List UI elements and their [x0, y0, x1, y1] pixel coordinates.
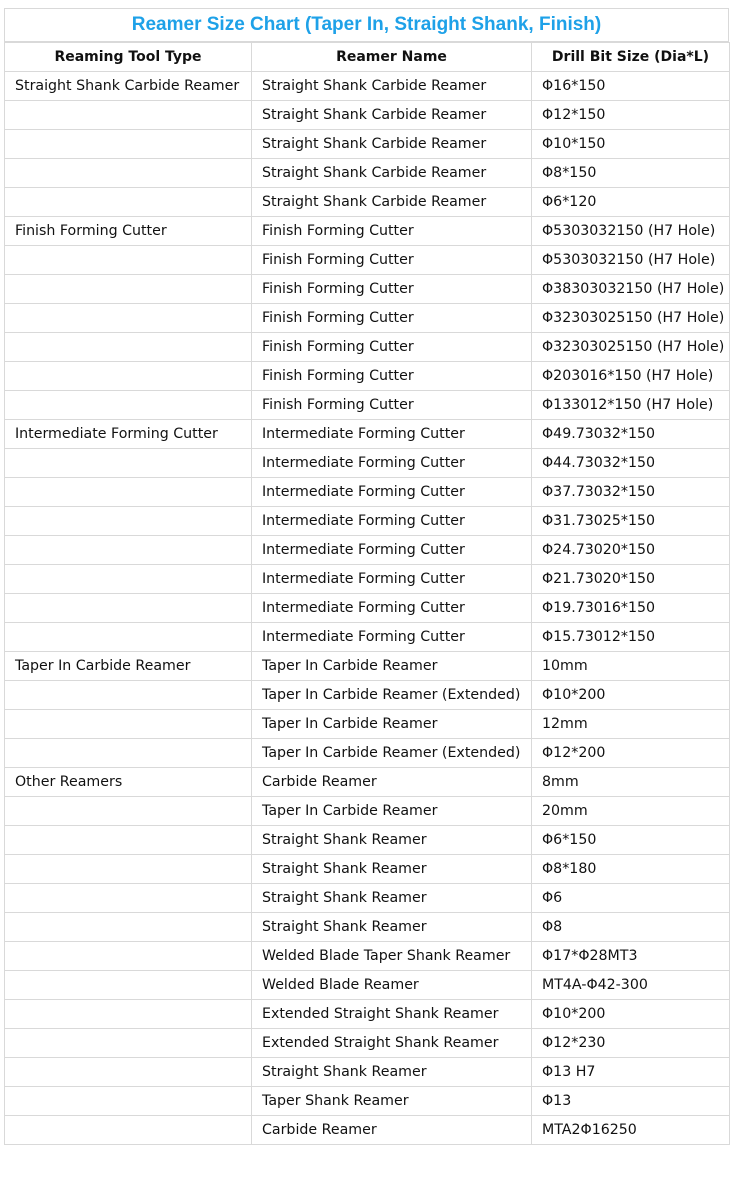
cell-tool-type[interactable]: [5, 565, 252, 594]
table-row: [5, 391, 730, 420]
cell-reamer-name[interactable]: Taper In Carbide Reamer: [252, 797, 532, 826]
cell-tool-type[interactable]: [5, 275, 252, 304]
cell-reamer-name[interactable]: Taper In Carbide Reamer (Extended): [252, 681, 532, 710]
cell-reamer-name[interactable]: Straight Shank Reamer: [252, 826, 532, 855]
cell-reamer-name[interactable]: Finish Forming Cutter: [252, 304, 532, 333]
header-reamer-name[interactable]: Reamer Name: [252, 43, 532, 72]
table-row: [5, 1116, 730, 1145]
header-tool-type[interactable]: Reaming Tool Type: [5, 43, 252, 72]
table-row: [5, 101, 730, 130]
table-row: [5, 420, 730, 449]
cell-drill-bit-size[interactable]: Φ32303025150 (H7 Hole): [532, 333, 730, 362]
cell-drill-bit-size[interactable]: Φ10*200: [532, 681, 730, 710]
cell-drill-bit-size[interactable]: Φ5303032150 (H7 Hole): [532, 217, 730, 246]
cell-tool-type[interactable]: [5, 391, 252, 420]
cell-drill-bit-size[interactable]: Φ8: [532, 913, 730, 942]
cell-tool-type[interactable]: [5, 681, 252, 710]
cell-tool-type[interactable]: [5, 478, 252, 507]
table-row: [5, 826, 730, 855]
cell-reamer-name[interactable]: Welded Blade Reamer: [252, 971, 532, 1000]
cell-reamer-name[interactable]: Intermediate Forming Cutter: [252, 449, 532, 478]
cell-tool-type[interactable]: Intermediate Forming Cutter: [5, 420, 252, 449]
cell-tool-type[interactable]: [5, 1116, 252, 1145]
cell-tool-type[interactable]: [5, 855, 252, 884]
cell-tool-type[interactable]: [5, 623, 252, 652]
table-row: [5, 971, 730, 1000]
cell-tool-type[interactable]: [5, 1058, 252, 1087]
cell-drill-bit-size[interactable]: Φ19.73016*150: [532, 594, 730, 623]
table-row: [5, 855, 730, 884]
cell-drill-bit-size[interactable]: Φ21.73020*150: [532, 565, 730, 594]
cell-reamer-name[interactable]: Intermediate Forming Cutter: [252, 507, 532, 536]
cell-drill-bit-size[interactable]: 8mm: [532, 768, 730, 797]
cell-reamer-name[interactable]: Carbide Reamer: [252, 768, 532, 797]
cell-tool-type[interactable]: [5, 188, 252, 217]
cell-reamer-name[interactable]: Carbide Reamer: [252, 1116, 532, 1145]
cell-tool-type[interactable]: [5, 1087, 252, 1116]
cell-drill-bit-size[interactable]: Φ12*230: [532, 1029, 730, 1058]
cell-drill-bit-size[interactable]: Φ31.73025*150: [532, 507, 730, 536]
cell-drill-bit-size[interactable]: Φ17*Φ28MT3: [532, 942, 730, 971]
cell-drill-bit-size[interactable]: Φ6*150: [532, 826, 730, 855]
cell-reamer-name[interactable]: Straight Shank Reamer: [252, 1058, 532, 1087]
cell-drill-bit-size[interactable]: Φ38303032150 (H7 Hole): [532, 275, 730, 304]
chart-title[interactable]: Reamer Size Chart (Taper In, Straight Shank, Finish): [4, 8, 729, 42]
cell-drill-bit-size[interactable]: Φ44.73032*150: [532, 449, 730, 478]
table-row: [5, 246, 730, 275]
cell-drill-bit-size[interactable]: Φ32303025150 (H7 Hole): [532, 304, 730, 333]
cell-reamer-name[interactable]: Straight Shank Carbide Reamer: [252, 130, 532, 159]
cell-drill-bit-size[interactable]: 10mm: [532, 652, 730, 681]
table-row: [5, 884, 730, 913]
cell-reamer-name[interactable]: Extended Straight Shank Reamer: [252, 1000, 532, 1029]
table-row: [5, 159, 730, 188]
cell-drill-bit-size[interactable]: Φ6: [532, 884, 730, 913]
cell-drill-bit-size[interactable]: Φ10*150: [532, 130, 730, 159]
cell-reamer-name[interactable]: Straight Shank Carbide Reamer: [252, 72, 532, 101]
table-row: [5, 536, 730, 565]
table-row: [5, 768, 730, 797]
cell-reamer-name[interactable]: Intermediate Forming Cutter: [252, 478, 532, 507]
cell-drill-bit-size[interactable]: Φ24.73020*150: [532, 536, 730, 565]
table-row: [5, 72, 730, 101]
cell-tool-type[interactable]: [5, 159, 252, 188]
table-row: [5, 507, 730, 536]
cell-drill-bit-size[interactable]: Φ12*200: [532, 739, 730, 768]
cell-tool-type[interactable]: [5, 101, 252, 130]
cell-tool-type[interactable]: [5, 594, 252, 623]
cell-reamer-name[interactable]: Straight Shank Carbide Reamer: [252, 101, 532, 130]
cell-tool-type[interactable]: [5, 971, 252, 1000]
table-row: [5, 681, 730, 710]
cell-drill-bit-size[interactable]: Φ6*120: [532, 188, 730, 217]
cell-tool-type[interactable]: [5, 739, 252, 768]
cell-reamer-name[interactable]: Taper In Carbide Reamer: [252, 652, 532, 681]
cell-tool-type[interactable]: [5, 797, 252, 826]
cell-drill-bit-size[interactable]: Φ12*150: [532, 101, 730, 130]
cell-reamer-name[interactable]: Straight Shank Reamer: [252, 913, 532, 942]
cell-reamer-name[interactable]: Extended Straight Shank Reamer: [252, 1029, 532, 1058]
cell-reamer-name[interactable]: Straight Shank Reamer: [252, 884, 532, 913]
cell-reamer-name[interactable]: Finish Forming Cutter: [252, 333, 532, 362]
cell-drill-bit-size[interactable]: Φ5303032150 (H7 Hole): [532, 246, 730, 275]
table-row: [5, 188, 730, 217]
table-row: [5, 1000, 730, 1029]
table-row: [5, 275, 730, 304]
table-row: [5, 565, 730, 594]
cell-tool-type[interactable]: [5, 710, 252, 739]
cell-tool-type[interactable]: [5, 942, 252, 971]
cell-tool-type[interactable]: [5, 449, 252, 478]
cell-tool-type[interactable]: [5, 913, 252, 942]
table-row: [5, 1029, 730, 1058]
cell-tool-type[interactable]: [5, 884, 252, 913]
cell-drill-bit-size[interactable]: Φ10*200: [532, 1000, 730, 1029]
cell-reamer-name[interactable]: Taper In Carbide Reamer (Extended): [252, 739, 532, 768]
cell-reamer-name[interactable]: Straight Shank Carbide Reamer: [252, 159, 532, 188]
cell-reamer-name[interactable]: Intermediate Forming Cutter: [252, 420, 532, 449]
reamer-size-table: [4, 42, 730, 1145]
table-row: [5, 913, 730, 942]
table-row: [5, 478, 730, 507]
cell-drill-bit-size[interactable]: Φ13 H7: [532, 1058, 730, 1087]
cell-reamer-name[interactable]: Intermediate Forming Cutter: [252, 565, 532, 594]
cell-reamer-name[interactable]: Welded Blade Taper Shank Reamer: [252, 942, 532, 971]
table-row: [5, 797, 730, 826]
table-row: [5, 217, 730, 246]
cell-drill-bit-size[interactable]: Φ8*180: [532, 855, 730, 884]
cell-drill-bit-size[interactable]: Φ37.73032*150: [532, 478, 730, 507]
cell-tool-type[interactable]: [5, 246, 252, 275]
cell-tool-type[interactable]: [5, 1029, 252, 1058]
header-drill-bit-size[interactable]: Drill Bit Size (Dia*L): [532, 43, 730, 72]
cell-reamer-name[interactable]: Finish Forming Cutter: [252, 275, 532, 304]
cell-drill-bit-size[interactable]: MT4A-Φ42-300: [532, 971, 730, 1000]
cell-reamer-name[interactable]: Intermediate Forming Cutter: [252, 623, 532, 652]
table-row: [5, 623, 730, 652]
cell-tool-type[interactable]: [5, 1000, 252, 1029]
cell-reamer-name[interactable]: Taper In Carbide Reamer: [252, 710, 532, 739]
table-row: [5, 130, 730, 159]
cell-tool-type[interactable]: [5, 304, 252, 333]
cell-reamer-name[interactable]: Finish Forming Cutter: [252, 391, 532, 420]
table-body: [5, 72, 730, 1145]
cell-reamer-name[interactable]: Intermediate Forming Cutter: [252, 594, 532, 623]
cell-tool-type[interactable]: [5, 333, 252, 362]
cell-reamer-name[interactable]: Finish Forming Cutter: [252, 246, 532, 275]
table-row: [5, 739, 730, 768]
cell-drill-bit-size[interactable]: 20mm: [532, 797, 730, 826]
cell-tool-type[interactable]: [5, 507, 252, 536]
cell-reamer-name[interactable]: Straight Shank Carbide Reamer: [252, 188, 532, 217]
cell-tool-type[interactable]: Other Reamers: [5, 768, 252, 797]
table-row: [5, 942, 730, 971]
cell-drill-bit-size[interactable]: Φ49.73032*150: [532, 420, 730, 449]
spreadsheet: [4, 8, 729, 1145]
cell-tool-type[interactable]: Straight Shank Carbide Reamer: [5, 72, 252, 101]
table-row: [5, 594, 730, 623]
cell-tool-type[interactable]: Finish Forming Cutter: [5, 217, 252, 246]
cell-reamer-name[interactable]: Finish Forming Cutter: [252, 362, 532, 391]
table-row: [5, 304, 730, 333]
cell-reamer-name[interactable]: Intermediate Forming Cutter: [252, 536, 532, 565]
table-row: [5, 1087, 730, 1116]
cell-drill-bit-size[interactable]: Φ203016*150 (H7 Hole): [532, 362, 730, 391]
cell-drill-bit-size[interactable]: Φ133012*150 (H7 Hole): [532, 391, 730, 420]
cell-drill-bit-size[interactable]: MTA2Φ16250: [532, 1116, 730, 1145]
header-row: [5, 43, 730, 72]
cell-drill-bit-size[interactable]: Φ16*150: [532, 72, 730, 101]
cell-reamer-name[interactable]: Taper Shank Reamer: [252, 1087, 532, 1116]
cell-reamer-name[interactable]: Straight Shank Reamer: [252, 855, 532, 884]
cell-tool-type[interactable]: Taper In Carbide Reamer: [5, 652, 252, 681]
cell-drill-bit-size[interactable]: Φ15.73012*150: [532, 623, 730, 652]
cell-drill-bit-size[interactable]: 12mm: [532, 710, 730, 739]
table-row: [5, 362, 730, 391]
table-row: [5, 1058, 730, 1087]
cell-drill-bit-size[interactable]: Φ13: [532, 1087, 730, 1116]
table-row: [5, 449, 730, 478]
cell-reamer-name[interactable]: Finish Forming Cutter: [252, 217, 532, 246]
cell-drill-bit-size[interactable]: Φ8*150: [532, 159, 730, 188]
cell-tool-type[interactable]: [5, 536, 252, 565]
table-row: [5, 652, 730, 681]
cell-tool-type[interactable]: [5, 362, 252, 391]
table-row: [5, 333, 730, 362]
cell-tool-type[interactable]: [5, 130, 252, 159]
cell-tool-type[interactable]: [5, 826, 252, 855]
table-row: [5, 710, 730, 739]
